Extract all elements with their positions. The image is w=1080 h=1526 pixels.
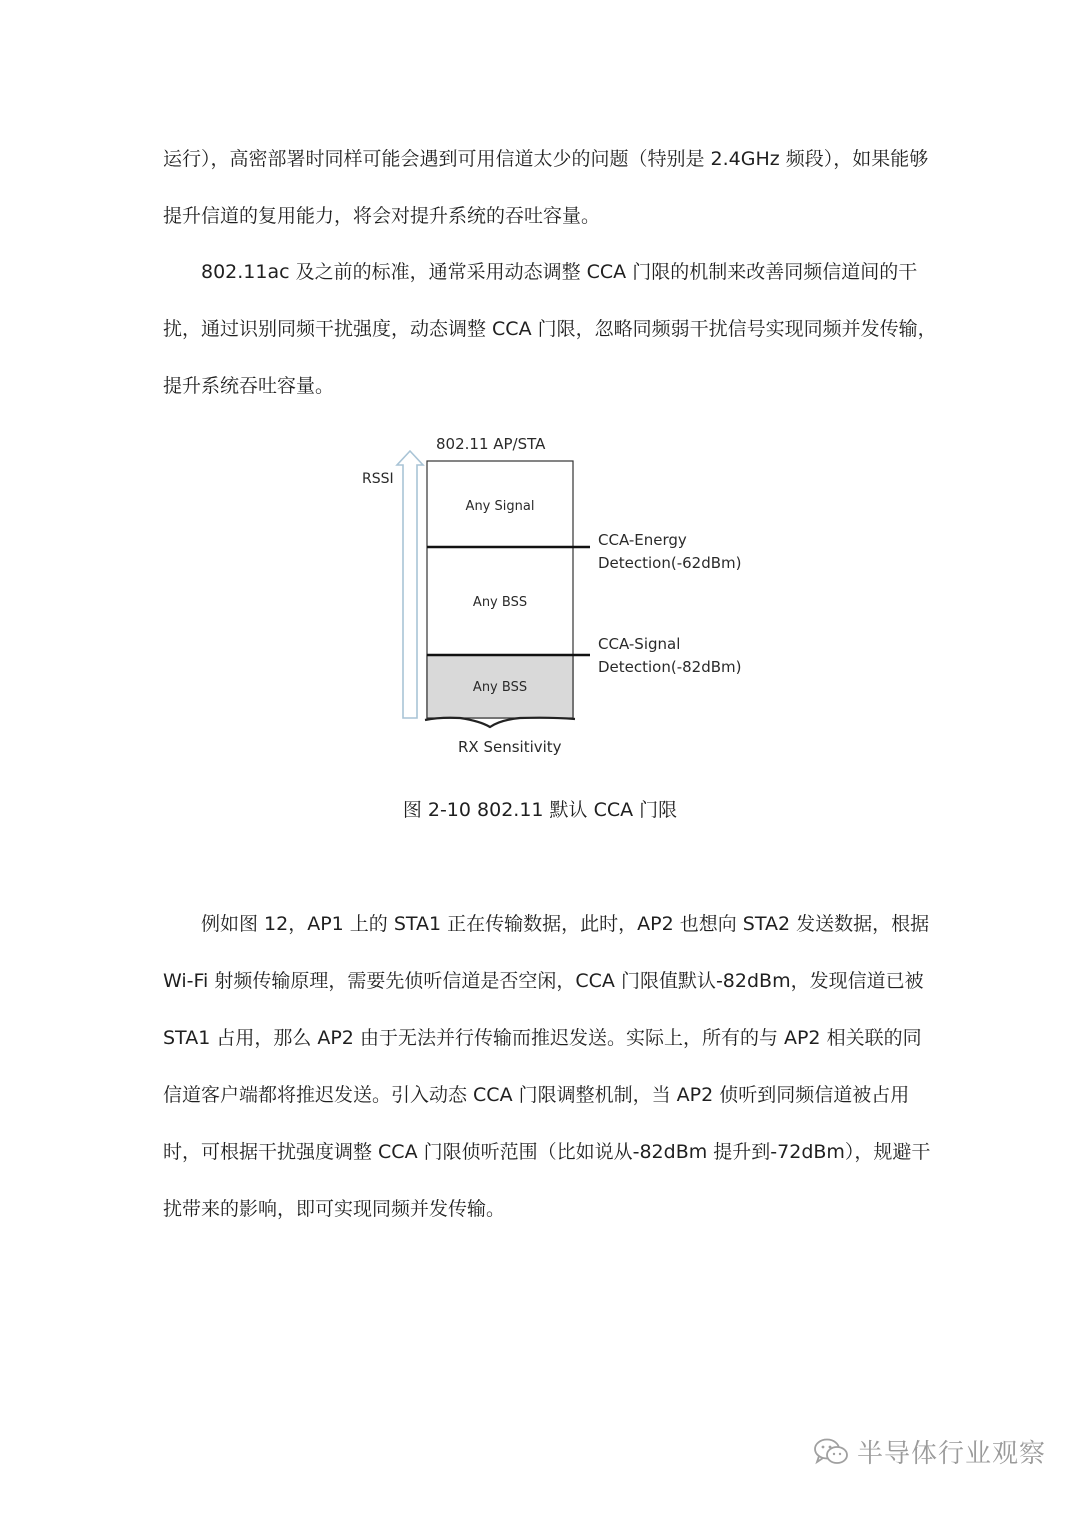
paragraph-1 [163, 131, 929, 245]
paragraph-line: 802.11ac 及之前的标准，通常采用动态调整 CCA 门限的机制来改善同频信道间的干 [201, 261, 918, 283]
cca-energy-label-2: Detection(-62dBm) [598, 554, 742, 572]
paragraph-line: STA1 占用，那么 AP2 由于无法并行传输而推迟发送。实际上，所有的与 AP2 相关联的同 [163, 1027, 922, 1049]
paragraph-line: Wi-Fi 射频传输原理，需要先侦听信道是否空闲，CCA 门限值默认-82dBm，发现信道已被 [163, 970, 924, 992]
region-middle-label: Any BSS [472, 595, 528, 610]
rx-sensitivity-label: RX Sensitivity [458, 738, 562, 756]
wechat-icon [813, 1437, 849, 1467]
paragraph-line: 提升系统吞吐容量。 [163, 375, 335, 397]
rssi-arrow [397, 451, 423, 718]
paragraph-line: 运行），高密部署时同样可能会遇到可用信道太少的问题（特别是 2.4GHz 频段），如果能够 [163, 148, 929, 170]
paragraph-line: 信道客户端都将推迟发送。引入动态 CCA 门限调整机制，当 AP2 侦听到同频信道被占用 [163, 1084, 910, 1106]
cca-threshold-diagram [340, 425, 780, 770]
paragraph-line: 时，可根据干扰强度调整 CCA 门限侦听范围（比如说从-82dBm 提升到-72dBm），规避干 [163, 1141, 931, 1163]
paragraph-line: 提升信道的复用能力，将会对提升系统的吞吐容量。 [163, 205, 601, 227]
paragraph-3 [163, 896, 931, 1238]
watermark-text: 半导体行业观察 [856, 1439, 1046, 1469]
watermark [813, 1433, 1046, 1470]
figure-caption: 图 2-10 802.11 默认 CCA 门限 [402, 799, 678, 821]
rx-sensitivity-brace [425, 718, 575, 727]
paragraph-line: 扰带来的影响，即可实现同频并发传输。 [163, 1198, 506, 1220]
paragraph-2 [163, 244, 937, 415]
cca-signal-label-1: CCA-Signal [598, 635, 681, 653]
rssi-label: RSSI [362, 471, 394, 487]
figure-title: 802.11 AP/STA [436, 435, 546, 453]
region-top-label: Any Signal [465, 499, 535, 514]
paragraph-line: 扰，通过识别同频干扰强度，动态调整 CCA 门限，忽略同频弱干扰信号实现同频并发传输， [163, 318, 937, 340]
paragraph-line: 例如图 12，AP1 上的 STA1 正在传输数据，此时，AP2 也想向 STA2 发送数据，根据 [201, 913, 930, 935]
cca-energy-label-1: CCA-Energy [598, 531, 687, 549]
region-bottom-label: Any BSS [472, 680, 528, 695]
cca-signal-label-2: Detection(-82dBm) [598, 658, 742, 676]
